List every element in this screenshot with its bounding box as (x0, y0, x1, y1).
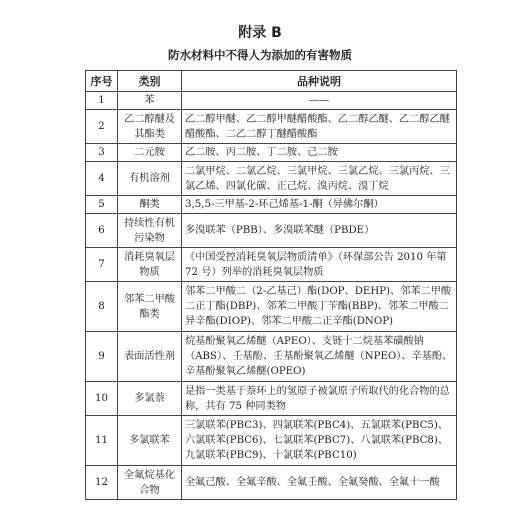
row-number: 7 (86, 248, 118, 282)
column-header-description: 品种说明 (182, 71, 457, 92)
table-row (86, 92, 457, 110)
row-number: 3 (86, 144, 118, 162)
row-category: 二元胺 (118, 144, 182, 162)
row-number: 12 (86, 466, 118, 500)
table-row (86, 332, 457, 382)
table-row (86, 416, 457, 466)
row-category: 酮类 (118, 196, 182, 214)
row-category: 表面活性剂 (118, 332, 182, 382)
row-description: 烷基酚聚氧乙烯醚（APEO）、支链十二烷基苯磺酸钠（ABS）、壬基酚、壬基酚聚氧乙烯醚（NPEO）、辛基酚、辛基酚聚氧乙烯醚(OPEO) (182, 332, 457, 382)
table-row (86, 466, 457, 500)
row-description: 乙二胺、丙二胺、丁二胺、己二胺 (182, 144, 457, 162)
row-number: 5 (86, 196, 118, 214)
row-number: 2 (86, 110, 118, 144)
row-description: 三氯联苯(PBC3)、四氯联苯(PBC4)、五氯联苯(PBC5)、六氯联苯(PBC6)、七氯联苯(PBC7)、八氯联苯(PBC8)、九氯联苯(PBC9)、十氯联苯(PBC10) (182, 416, 457, 466)
row-number: 10 (86, 382, 118, 416)
row-number: 4 (86, 162, 118, 196)
appendix-title: 附录 B (238, 25, 282, 41)
row-description: 邻苯二甲酸二（2-乙基己）酯(DOP、DEHP)、邻苯二甲酸二正丁酯(DBP)、邻苯二甲酸丁苄酯(BBP)、邻苯二甲酸二异辛酯(DIOP)、邻苯二甲酸二正辛酯(DNOP) (182, 282, 457, 332)
row-number: 8 (86, 282, 118, 332)
row-number: 11 (86, 416, 118, 466)
table-row (86, 162, 457, 196)
table-header-row (86, 71, 457, 92)
table-row (86, 144, 457, 162)
row-category: 多氯联苯 (118, 416, 182, 466)
row-description: —— (182, 92, 457, 110)
row-number: 6 (86, 214, 118, 248)
table-row (86, 110, 457, 144)
column-header-number: 序号 (86, 71, 118, 92)
row-description: 多溴联苯（PBB）、多溴联苯醚（PBDE） (182, 214, 457, 248)
row-number: 1 (86, 92, 118, 110)
row-category: 持续性有机污染物 (118, 214, 182, 248)
row-category: 多氯萘 (118, 382, 182, 416)
row-description: 3,5,5-三甲基-2-环己烯基-1-酮（异佛尔酮） (182, 196, 457, 214)
hazardous-substances-table (85, 70, 457, 500)
row-number: 9 (86, 332, 118, 382)
row-category: 全氟烷基化合物 (118, 466, 182, 500)
table-row (86, 282, 457, 332)
row-category: 有机溶剂 (118, 162, 182, 196)
table-row (86, 382, 457, 416)
row-category: 邻苯二甲酸酯类 (118, 282, 182, 332)
table-row (86, 214, 457, 248)
row-description: 全氟己酸、全氟辛酸、全氟壬酸、全氟癸酸、全氟十一酸 (182, 466, 457, 500)
row-category: 乙二醇醚及其酯类 (118, 110, 182, 144)
row-description: 乙二醇甲醚、乙二醇甲醚醋酸酯、乙二醇乙醚、乙二醇乙醚醋酸酯、二乙二醇丁醚醋酸酯 (182, 110, 457, 144)
row-description: 《中国受控消耗臭氧层物质清单》（环保部公告 2010 年第 72 号）列举的消耗臭氧层物质 (182, 248, 457, 282)
column-header-category: 类别 (118, 71, 182, 92)
row-category: 苯 (118, 92, 182, 110)
row-category: 消耗臭氧层物质 (118, 248, 182, 282)
table-row (86, 248, 457, 282)
table-title: 防水材料中不得人为添加的有害物质 (168, 48, 352, 62)
table-row (86, 196, 457, 214)
row-description: 是指一类基于萘环上的氢原子被氯原子所取代的化合物的总称，共有 75 种同类物 (182, 382, 457, 416)
row-description: 二氯甲烷、二氯乙烷、三氯甲烷、三氯乙烷、三氯丙烷、三氯乙烯、四氯化碳、正己烷、溴丙烷、溴丁烷 (182, 162, 457, 196)
